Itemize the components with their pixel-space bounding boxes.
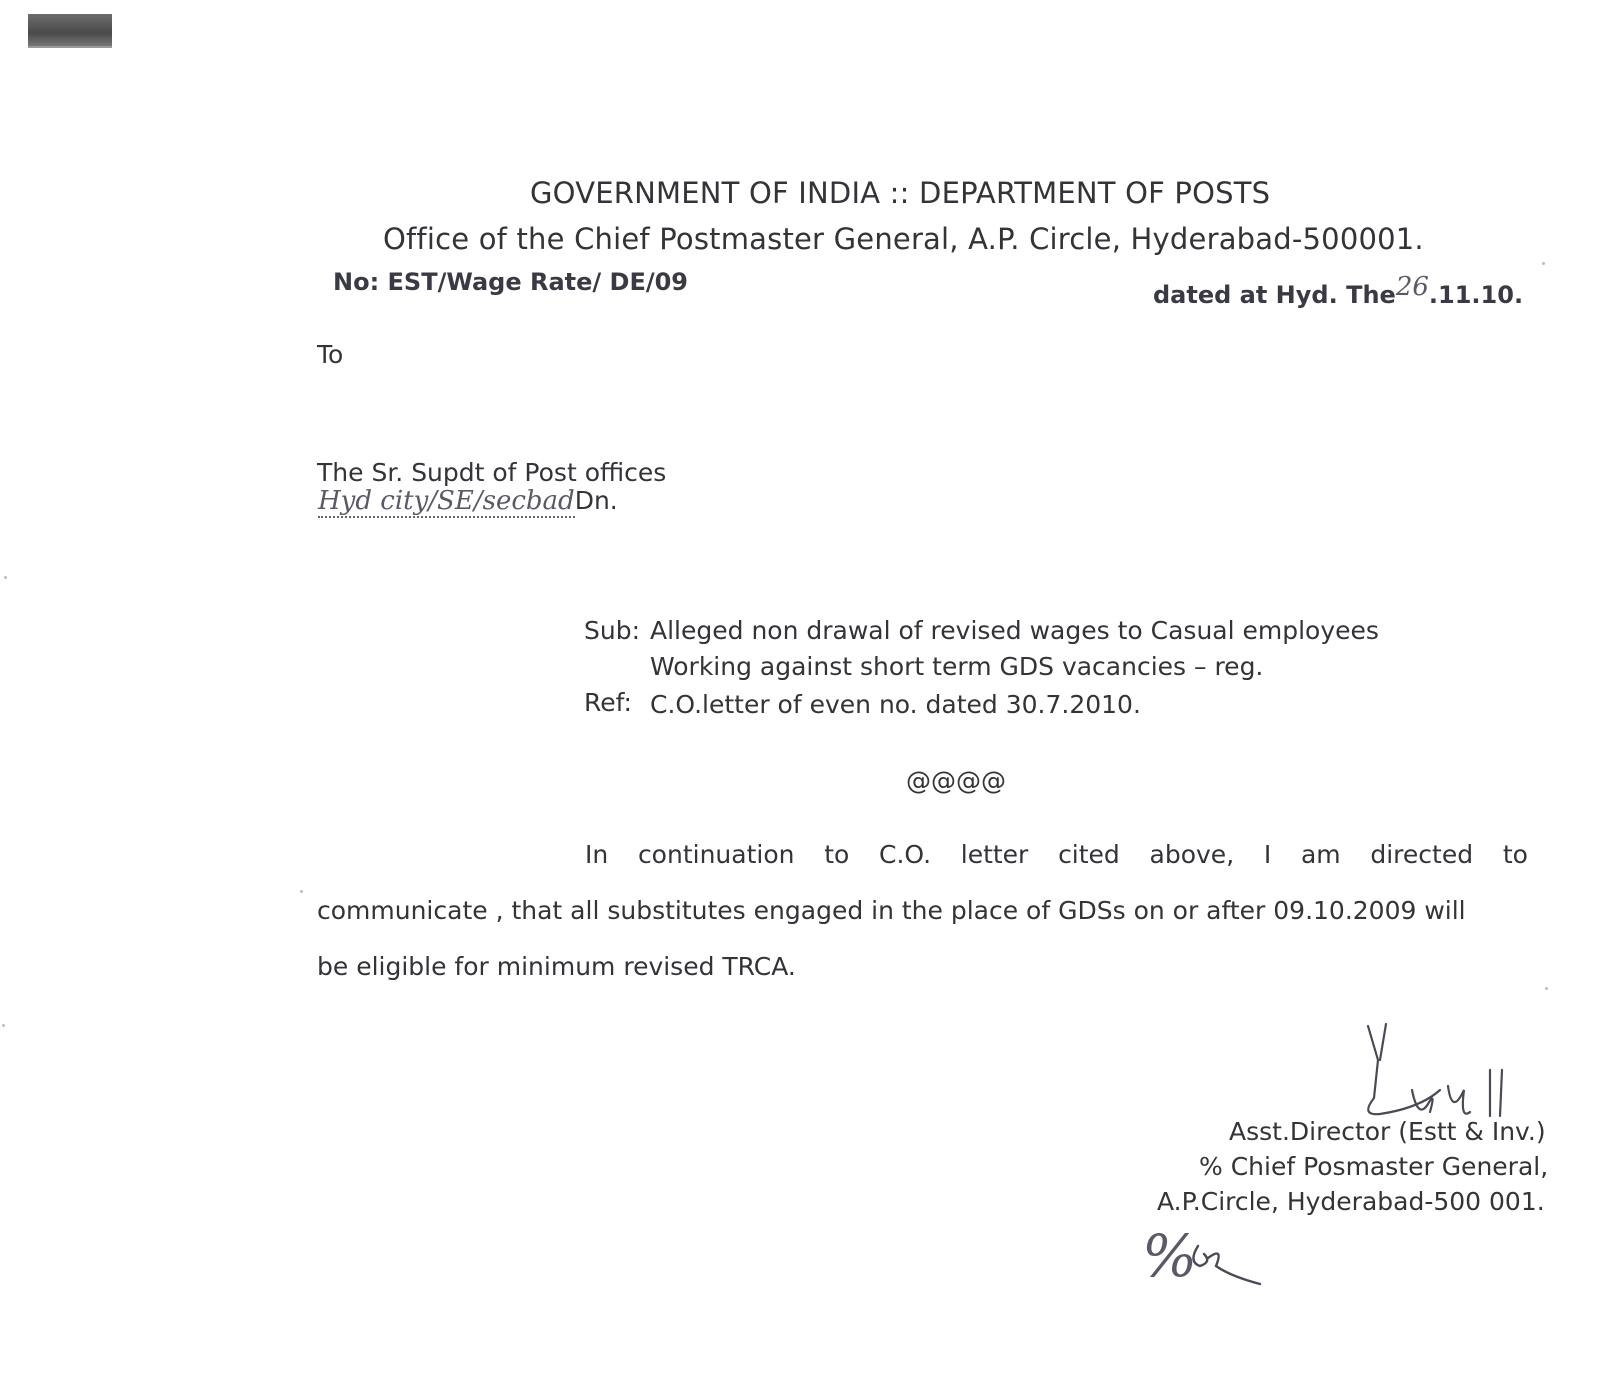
addressee-division [318,486,618,516]
ref-label: Ref: [584,688,632,717]
addressee-line: The Sr. Supdt of Post offices [317,458,667,487]
addressee-handwritten: Hyd city/SE/secbad [318,486,575,516]
scan-speck [300,890,303,893]
signatory-designation: Asst.Director (Estt & Inv.) [1229,1117,1546,1146]
body-word: am [1300,840,1341,869]
ref-text: C.O.letter of even no. dated 30.7.2010. [650,690,1141,719]
date-suffix: .11.10. [1428,281,1524,309]
separator: @@@@ [906,766,1006,795]
scan-speck [2,1024,5,1027]
to-label: To [317,340,344,369]
scan-speck [1545,987,1548,990]
body-word: continuation [637,840,795,869]
letter-number: No: EST/Wage Rate/ DE/09 [333,268,688,296]
addressee-suffix: Dn. [574,486,618,515]
office-heading: Office of the Chief Postmaster General, A.P. Circle, Hyderabad-500001. [383,222,1424,256]
signatory-office: % Chief Posmaster General, [1199,1152,1549,1181]
body-word: cited [1058,840,1120,869]
subject-label: Sub: [584,616,641,645]
scan-speck [4,576,7,579]
letter-date [1153,272,1524,310]
date-day-handwritten: 26 [1395,272,1429,302]
scan-artifact [28,14,112,48]
body-line-1 [585,840,1528,869]
initials-flourish [1190,1232,1270,1296]
subject-line-1: Alleged non drawal of revised wages to Casual employees [650,616,1379,645]
body-line-2: communicate , that all substitutes engaged in the place of GDSs on or after 09.10.2009 will [317,896,1466,925]
body-word: In [585,840,609,869]
body-line-3: be eligible for minimum revised TRCA. [317,952,796,981]
body-word: I [1263,840,1272,869]
body-word: letter [960,840,1029,869]
body-word: to [824,840,850,869]
subject-line-2: Working against short term GDS vacancies – reg. [650,652,1264,681]
scan-speck [1542,262,1545,265]
signatory-address: A.P.Circle, Hyderabad-500 001. [1157,1187,1545,1216]
body-word: above, [1149,840,1235,869]
department-heading: GOVERNMENT OF INDIA :: DEPARTMENT OF POSTS [530,176,1271,210]
body-word: C.O. [879,840,932,869]
body-word: to [1502,840,1528,869]
handwritten-initials: % [1142,1222,1198,1290]
date-prefix: dated at Hyd. The [1153,281,1396,309]
body-word: directed [1370,840,1474,869]
